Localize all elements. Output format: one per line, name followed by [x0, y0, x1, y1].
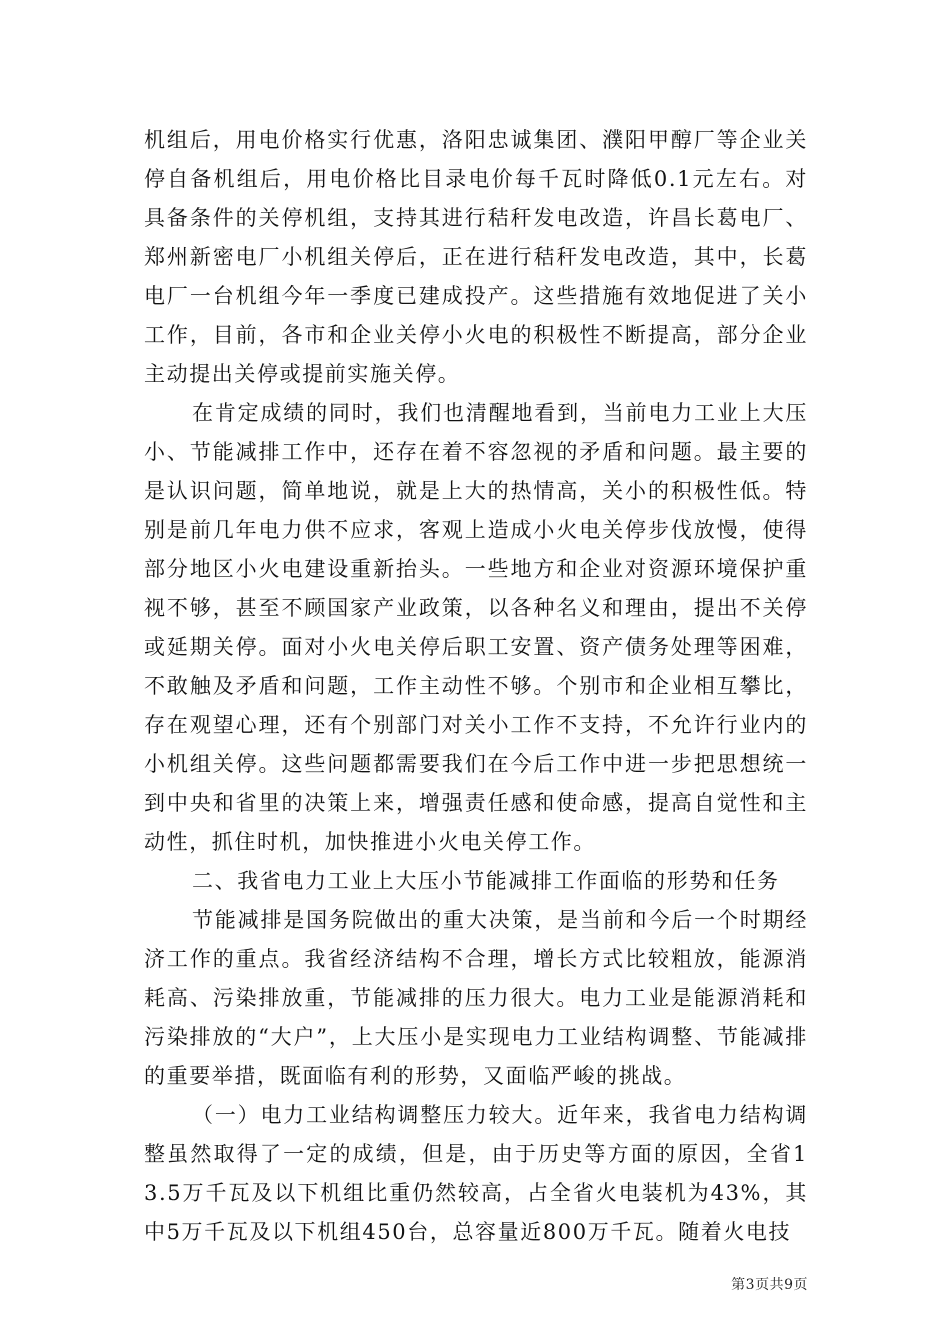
- paragraph-continuation: 机组后，用电价格实行优惠，洛阳忠诚集团、濮阳甲醇厂等企业关停自备机组后，用电价格比目录电价每千瓦时降低0.1元左右。对具备条件的关停机组，支持其进行秸秆发电改造，许昌长葛电厂、郑州新密电厂小机组关停后，正在进行秸秆发电改造，其中，长葛电厂一台机组今年一季度已建成投产。这些措施有效地促进了关小工作，目前，各市和企业关停小火电的积极性不断提高，部分企业主动提出关停或提前实施关停。: [144, 128, 808, 386]
- paragraph-structure-pressure: （一）电力工业结构调整压力较大。近年来，我省电力结构调整虽然取得了一定的成绩，但是，由于历史等方面的原因，全省13.5万千瓦及以下机组比重仍然较高，占全省火电装机为43%，其中5万千瓦及以下机组450台，总容量近800万千瓦。随着火电技: [144, 1103, 808, 1244]
- paragraph-energy-saving: 节能减排是国务院做出的重大决策，是当前和今后一个时期经济工作的重点。我省经济结构不合理，增长方式比较粗放，能源消耗高、污染排放重，节能减排的压力很大。电力工业是能源消耗和污染排放的“大户”，上大压小是实现电力工业结构调整、节能减排的重要举措，既面临有利的形势，又面临严峻的挑战。: [144, 908, 808, 1088]
- paragraph-problems: 在肯定成绩的同时，我们也清醒地看到，当前电力工业上大压小、节能减排工作中，还存在着不容忽视的矛盾和问题。最主要的是认识问题，简单地说，就是上大的热情高，关小的积极性低。特别是前几年电力供不应求，客观上造成小火电关停步伐放慢，使得部分地区小火电建设重新抬头。一些地方和企业对资源环境保护重视不够，甚至不顾国家产业政策，以各种名义和理由，提出不关停或延期关停。面对小火电关停后职工安置、资产债务处理等困难，不敢触及矛盾和问题，工作主动性不够。个别市和企业相互攀比，存在观望心理，还有个别部门对关小工作不支持，不允许行业内的小机组关停。这些问题都需要我们在今后工作中进一步把思想统一到中央和省里的决策上来，增强责任感和使命感，提高自觉性和主动性，抓住时机，加快推进小火电关停工作。: [144, 401, 808, 854]
- body-text: [144, 121, 808, 1252]
- page-number-footer: 第3页共9页: [731, 1277, 808, 1293]
- section-heading: 二、我省电力工业上大压小节能减排工作面临的形势和任务: [192, 869, 780, 893]
